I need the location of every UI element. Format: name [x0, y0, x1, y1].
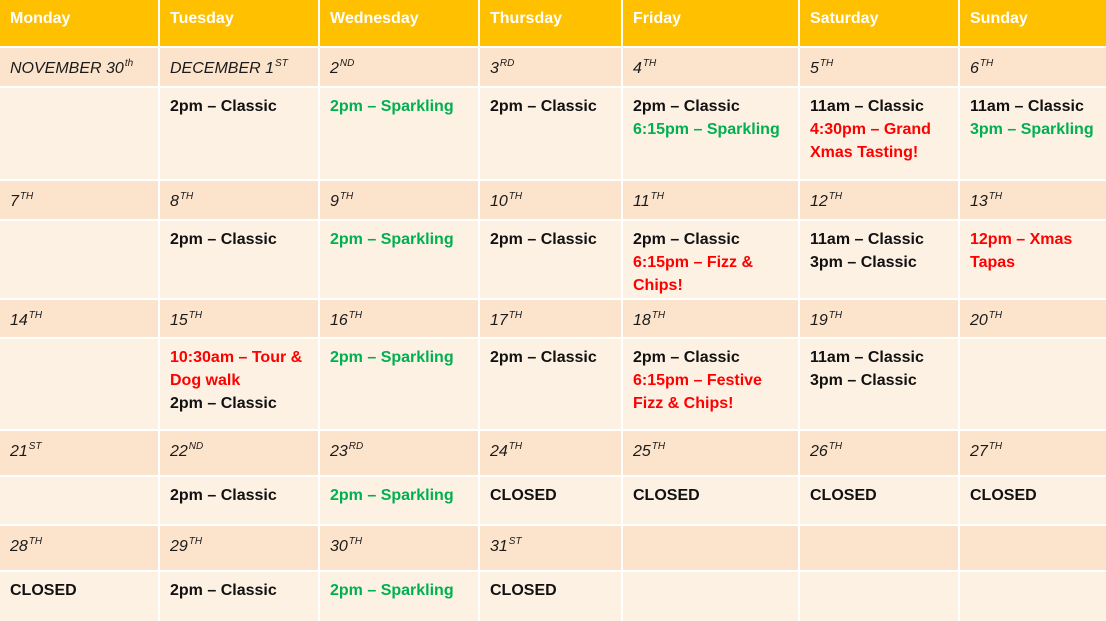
event-cell [480, 221, 621, 298]
event-cell [320, 477, 478, 524]
event-entry: 6:15pm – Festive Fizz & Chips! [633, 372, 762, 412]
date-number: 19 [810, 312, 828, 329]
event-cell [623, 88, 798, 179]
event-cell [480, 339, 621, 429]
date-number: 14 [10, 312, 28, 329]
event-cell [960, 477, 1106, 524]
event-cell [623, 339, 798, 429]
event-entry: 11am – Classic [810, 349, 924, 366]
date-number: 22 [170, 443, 188, 460]
date-ordinal-suffix: TH [28, 310, 43, 321]
empty-event-cell [800, 572, 958, 621]
date-cell [0, 431, 158, 475]
closed-label: CLOSED [490, 582, 557, 599]
date-number: 15 [170, 312, 188, 329]
event-entry: 10:30am – Tour & Dog walk [170, 349, 303, 389]
closed-label: CLOSED [490, 487, 557, 504]
date-ordinal-suffix: TH [19, 191, 34, 202]
date-ordinal-suffix: TH [508, 191, 523, 202]
date-number: 30 [330, 538, 348, 555]
date-cell [320, 300, 478, 337]
event-entry: 6:15pm – Sparkling [633, 121, 780, 138]
empty-event-cell [0, 221, 158, 298]
date-number: 16 [330, 312, 348, 329]
date-ordinal-suffix: TH [651, 310, 666, 321]
event-cell [160, 88, 318, 179]
event-cell [480, 477, 621, 524]
date-ordinal-suffix: TH [348, 310, 363, 321]
date-cell [480, 300, 621, 337]
date-number: 10 [490, 193, 508, 210]
event-entry: 2pm – Classic [170, 98, 277, 115]
date-cell [800, 181, 958, 219]
event-entry: 6:15pm – Fizz & Chips! [633, 254, 754, 294]
empty-date-cell [960, 526, 1106, 570]
date-cell [960, 431, 1106, 475]
date-ordinal-suffix: ST [28, 441, 42, 452]
event-cell [800, 221, 958, 298]
date-ordinal-suffix: TH [179, 191, 194, 202]
date-cell [0, 526, 158, 570]
date-cell [0, 48, 158, 86]
event-cell [0, 572, 158, 621]
day-header-tuesday: Tuesday [160, 0, 318, 46]
date-ordinal-suffix: ST [275, 58, 288, 69]
date-number: 31 [490, 538, 508, 555]
empty-event-cell [0, 88, 158, 179]
date-number: 13 [970, 193, 988, 210]
date-cell [623, 48, 798, 86]
date-cell [160, 181, 318, 219]
empty-date-cell [623, 526, 798, 570]
date-ordinal-suffix: ND [188, 441, 204, 452]
event-cell [320, 572, 478, 621]
event-cell [960, 88, 1106, 179]
date-ordinal-suffix: TH [828, 441, 843, 452]
event-entry: 2pm – Classic [490, 349, 597, 366]
date-number: NOVEMBER 30 [10, 60, 124, 77]
date-ordinal-suffix: RD [499, 58, 515, 69]
date-ordinal-suffix: th [124, 58, 134, 69]
event-entry: 2pm – Classic [170, 582, 277, 599]
empty-event-cell [960, 339, 1106, 429]
date-cell [480, 48, 621, 86]
date-ordinal-suffix: TH [642, 58, 657, 69]
event-entry: 2pm – Classic [170, 231, 277, 248]
event-entry: 2pm – Sparkling [330, 98, 454, 115]
event-entry: 2pm – Classic [633, 231, 740, 248]
day-header-monday: Monday [0, 0, 158, 46]
event-entry: 2pm – Classic [170, 395, 277, 412]
day-header-friday: Friday [623, 0, 798, 46]
event-entry: 3pm – Classic [810, 372, 917, 389]
event-cell [800, 339, 958, 429]
day-header-wednesday: Wednesday [320, 0, 478, 46]
event-entry: 4:30pm – Grand Xmas Tasting! [810, 121, 931, 161]
day-header-saturday: Saturday [800, 0, 958, 46]
date-cell [960, 48, 1106, 86]
date-cell [320, 181, 478, 219]
date-number: 28 [10, 538, 28, 555]
date-cell [480, 431, 621, 475]
date-number: 24 [490, 443, 508, 460]
date-number: 8 [170, 193, 179, 210]
event-cell [160, 221, 318, 298]
closed-label: CLOSED [10, 582, 77, 599]
date-ordinal-suffix: TH [508, 441, 523, 452]
event-entry: 11am – Classic [810, 231, 924, 248]
empty-event-cell [623, 572, 798, 621]
event-entry: 2pm – Sparkling [330, 231, 454, 248]
closed-label: CLOSED [970, 487, 1037, 504]
date-number: 26 [810, 443, 828, 460]
date-cell [960, 181, 1106, 219]
date-ordinal-suffix: RD [348, 441, 364, 452]
date-number: 17 [490, 312, 508, 329]
event-cell [800, 88, 958, 179]
date-number: 25 [633, 443, 651, 460]
event-entry: 11am – Classic [810, 98, 924, 115]
date-ordinal-suffix: TH [988, 310, 1003, 321]
date-cell [960, 300, 1106, 337]
event-cell [160, 477, 318, 524]
event-cell [320, 339, 478, 429]
date-cell [623, 431, 798, 475]
date-cell [160, 431, 318, 475]
empty-event-cell [0, 339, 158, 429]
date-number: 2 [330, 60, 339, 77]
date-cell [800, 431, 958, 475]
event-entry: 2pm – Sparkling [330, 349, 454, 366]
closed-label: CLOSED [633, 487, 700, 504]
event-cell [800, 477, 958, 524]
event-cell [480, 88, 621, 179]
day-header-sunday: Sunday [960, 0, 1106, 46]
date-number: 5 [810, 60, 819, 77]
date-ordinal-suffix: TH [508, 310, 523, 321]
date-ordinal-suffix: TH [650, 191, 664, 202]
event-cell [160, 572, 318, 621]
date-ordinal-suffix: ST [508, 536, 522, 547]
date-number: 23 [330, 443, 348, 460]
date-cell [320, 431, 478, 475]
date-ordinal-suffix: TH [819, 58, 834, 69]
empty-date-cell [800, 526, 958, 570]
date-number: DECEMBER 1 [170, 60, 275, 77]
date-number: 18 [633, 312, 651, 329]
event-entry: 2pm – Sparkling [330, 487, 454, 504]
date-ordinal-suffix: TH [348, 536, 363, 547]
date-cell [160, 526, 318, 570]
event-entry: 2pm – Sparkling [330, 582, 454, 599]
date-cell [320, 48, 478, 86]
date-cell [0, 181, 158, 219]
date-ordinal-suffix: TH [988, 441, 1003, 452]
date-cell [623, 181, 798, 219]
date-cell [160, 48, 318, 86]
date-cell [800, 48, 958, 86]
date-cell [160, 300, 318, 337]
event-entry: 12pm – Xmas Tapas [970, 231, 1073, 271]
date-number: 4 [633, 60, 642, 77]
date-number: 3 [490, 60, 499, 77]
date-cell [623, 300, 798, 337]
date-cell [0, 300, 158, 337]
date-cell [800, 300, 958, 337]
closed-label: CLOSED [810, 487, 877, 504]
event-cell [160, 339, 318, 429]
empty-event-cell [960, 572, 1106, 621]
date-number: 7 [10, 193, 19, 210]
date-ordinal-suffix: ND [339, 58, 355, 69]
date-number: 12 [810, 193, 828, 210]
event-entry: 2pm – Classic [490, 98, 597, 115]
date-ordinal-suffix: TH [28, 536, 43, 547]
event-cell [623, 221, 798, 298]
date-number: 20 [970, 312, 988, 329]
event-entry: 2pm – Classic [170, 487, 277, 504]
date-ordinal-suffix: TH [828, 191, 843, 202]
event-entry: 2pm – Classic [490, 231, 597, 248]
date-ordinal-suffix: TH [988, 191, 1003, 202]
empty-event-cell [0, 477, 158, 524]
day-header-thursday: Thursday [480, 0, 621, 46]
date-number: 27 [970, 443, 988, 460]
date-ordinal-suffix: TH [188, 536, 203, 547]
date-ordinal-suffix: TH [188, 310, 203, 321]
event-entry: 3pm – Sparkling [970, 121, 1094, 138]
date-number: 9 [330, 193, 339, 210]
date-number: 11 [633, 193, 650, 210]
date-cell [320, 526, 478, 570]
event-cell [320, 221, 478, 298]
date-cell [480, 526, 621, 570]
date-number: 21 [10, 443, 28, 460]
date-ordinal-suffix: TH [651, 441, 666, 452]
event-entry: 2pm – Classic [633, 98, 740, 115]
event-cell [320, 88, 478, 179]
date-ordinal-suffix: TH [828, 310, 843, 321]
event-entry: 11am – Classic [970, 98, 1084, 115]
event-cell [480, 572, 621, 621]
date-number: 6 [970, 60, 979, 77]
event-cell [960, 221, 1106, 298]
date-cell [480, 181, 621, 219]
date-number: 29 [170, 538, 188, 555]
event-entry: 3pm – Classic [810, 254, 917, 271]
event-entry: 2pm – Classic [633, 349, 740, 366]
date-ordinal-suffix: TH [339, 191, 354, 202]
date-ordinal-suffix: TH [979, 58, 994, 69]
event-cell [623, 477, 798, 524]
